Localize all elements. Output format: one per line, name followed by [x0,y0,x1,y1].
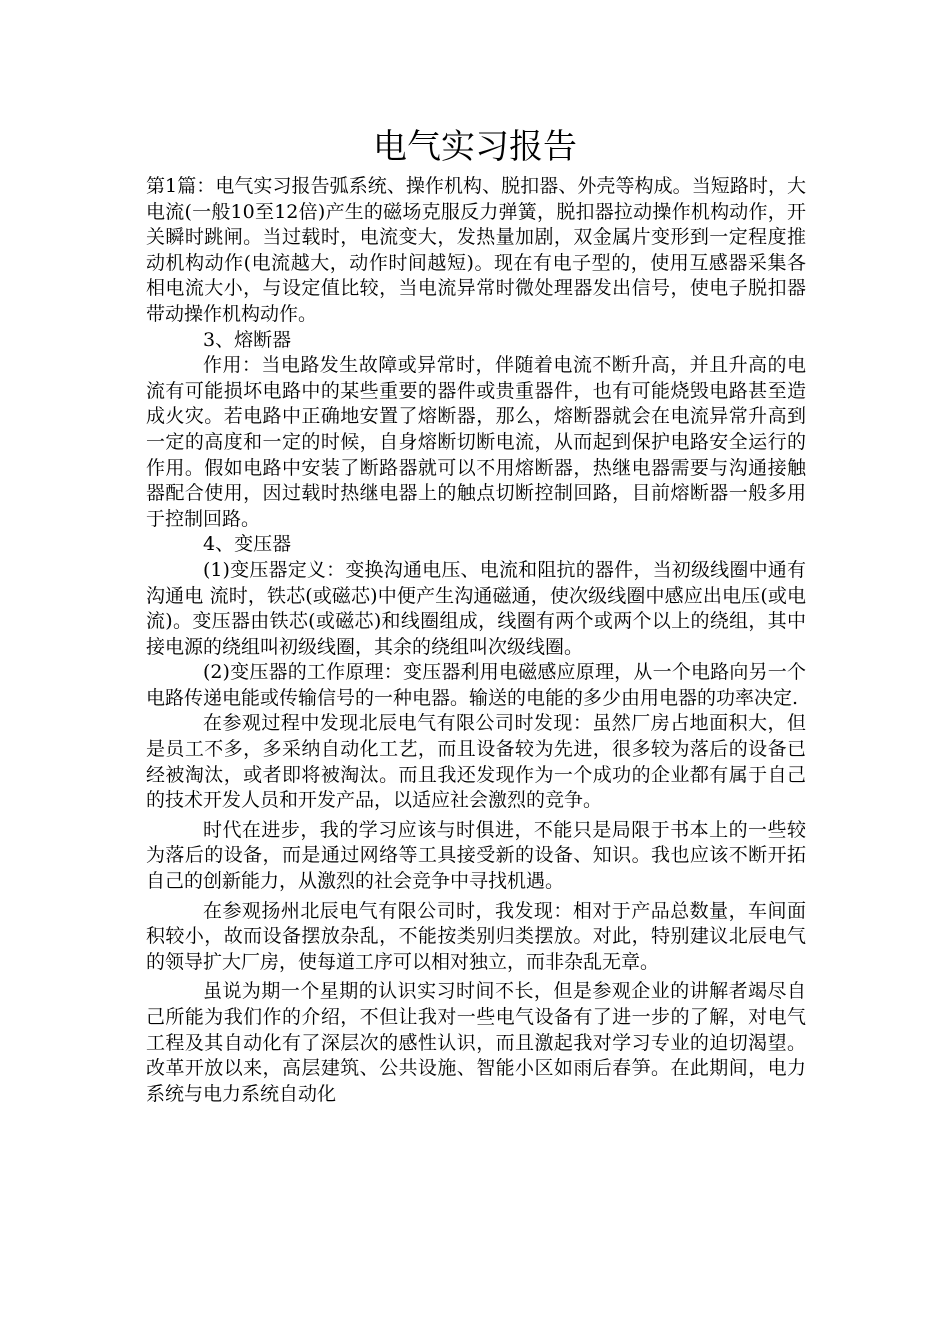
section-heading-transformer: 4、变压器 [203,533,292,556]
paragraph-conclusion: 虽说为期一个星期的认识实习时间不长，但是参观企业的讲解者竭尽自己所能为我们作的介绍，不但让我对一些电气设备有了进一步的了解，对电气工程及其自动化有了深层次的感性认识，而且激起我对学习专业的迫切渴望。改革开放以来，高层建筑、公共设施、智能小区如雨后春笋。在此期间，电力系统与电力系统自动化 [146,980,806,1105]
paragraph-intro: 第1篇：电气实习报告弧系统、操作机构、脱扣器、外壳等构成。当短路时，大电流(一般10至12倍)产生的磁场克服反力弹簧，脱扣器拉动操作机构动作，开关瞬时跳闸。当过载时，电流变大，发热量加剧，双金属片变形到一定程度推动机构动作(电流越大，动作时间越短)。现在有电子型的，使用互感器采集各相电流大小，与设定值比较，当电流异常时微处理器发出信号，使电子脱扣器带动操作机构动作。 [146,175,806,325]
section-heading-fuse: 3、熔断器 [203,328,292,351]
paragraph-transformer-definition: (1)变压器定义：变换沟通电压、电流和阻抗的器件，当初级线圈中通有沟通电 流时，铁芯(或磁芯)中便产生沟通磁通，使次级线圈中感应出电压(或电流)。变压器由铁芯(或磁芯)和线圈组成，线圈有两个或两个以上的绕组，其中接电源的绕组叫初级线圈，其余的绕组叫次级线圈。 [146,558,806,658]
document-body [146,174,806,1107]
paragraph-suggestion: 在参观扬州北辰电气有限公司时，我发现：相对于产品总数量，车间面积较小，故而设备摆放杂乱，不能按类别归类摆放。对此，特别建议北辰电气的领导扩大厂房，使每道工序可以相对独立，而非杂乱无章。 [146,899,806,973]
paragraph-visit-observation: 在参观过程中发现北辰电气有限公司时发现：虽然厂房占地面积大，但是员工不多，多采纳自动化工艺，而且设备较为先进，很多较为落后的设备已经被淘汰，或者即将被淘汰。而且我还发现作为一个成功的企业都有属于自己的技术开发人员和开发产品，以适应社会激烈的竞争。 [146,712,806,812]
document-title: 电气实习报告 [373,127,577,167]
paragraph-transformer-principle: (2)变压器的工作原理：变压器利用电磁感应原理，从一个电路向另一个电路传递电能或传输信号的一种电器。输送的电能的多少由用电器的功率决定. [146,661,806,709]
paragraph-keep-pace: 时代在进步，我的学习应该与时俱进，不能只是局限于书本上的一些较为落后的设备，而是通过网络等工具接受新的设备、知识。我也应该不断开拓自己的创新能力，从激烈的社会竞争中寻找机遇。 [146,818,806,893]
paragraph-fuse-function: 作用：当电路发生故障或异常时，伴随着电流不断升高，并且升高的电流有可能损坏电路中的某些重要的器件或贵重器件，也有可能烧毁电路甚至造成火灾。若电路中正确地安置了熔断器，那么，熔断器就会在电流异常升高到一定的高度和一定的时候，自身熔断切断电流，从而起到保护电路安全运行的作用。假如电路中安装了断路器就可以不用熔断器，热继电器需要与沟通接触器配合使用，因过载时热继电器上的触点切断控制回路，目前熔断器一般多用于控制回路。 [146,354,806,530]
